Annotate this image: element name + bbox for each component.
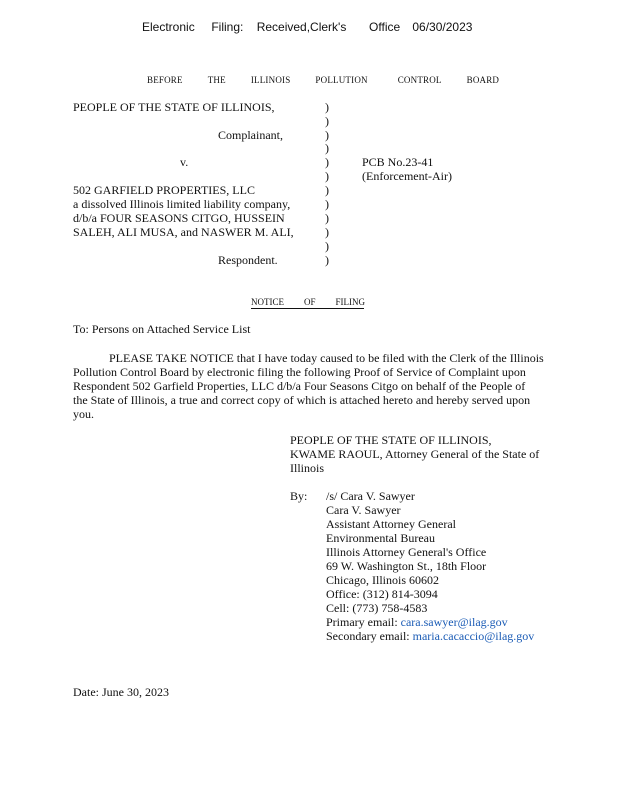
board-title-word: ILLINOIS	[250, 75, 291, 85]
secondary-email-row	[326, 630, 534, 644]
caption-paren: )	[325, 211, 329, 225]
notice-body	[73, 351, 608, 421]
city-address: Chicago, Illinois 60602	[326, 573, 439, 587]
case-type: (Enforcement-Air)	[362, 169, 452, 183]
defendant-line: d/b/a FOUR SEASONS CITGO, HUSSEIN	[73, 211, 285, 225]
board-title-word: CONTROL	[397, 75, 442, 85]
board-title-word: THE	[207, 75, 226, 85]
party-line: KWAME RAOUL, Attorney General of the State of	[290, 447, 540, 461]
board-title-word: BOARD	[466, 75, 500, 85]
defendant-line: 502 GARFIELD PROPERTIES, LLC	[73, 183, 255, 197]
board-title	[147, 75, 524, 85]
plaintiff: PEOPLE OF THE STATE OF ILLINOIS,	[73, 100, 275, 114]
caption-paren: )	[325, 128, 329, 142]
date-line: Date: June 30, 2023	[73, 685, 169, 699]
caption-paren: )	[325, 183, 329, 197]
body-line: Pollution Control Board by electronic filing the following Proof of Service of Complaint upon	[73, 365, 526, 379]
board-title-word: POLLUTION	[315, 75, 368, 85]
secondary-email-link[interactable]: maria.cacaccio@ilag.gov	[412, 629, 535, 643]
body-line: PLEASE TAKE NOTICE that I have today caused to be filed with the Clerk of the Illinois	[109, 351, 544, 365]
caption-paren: )	[325, 239, 329, 253]
attorney-name: Cara V. Sawyer	[326, 503, 401, 517]
addressee: To: Persons on Attached Service List	[73, 322, 251, 336]
stamp-electronic: Electronic	[142, 20, 195, 34]
stamp-filing: Filing:	[211, 20, 244, 34]
caption-paren: )	[325, 114, 329, 128]
office-phone: Office: (312) 814-3094	[326, 587, 438, 601]
body-line: Respondent 502 Garfield Properties, LLC d/b/a Four Seasons Citgo on behalf of the People of	[73, 379, 526, 393]
by-label: By:	[290, 489, 308, 503]
case-number: PCB No.23-41	[362, 155, 434, 169]
bureau: Environmental Bureau	[326, 531, 435, 545]
respondent-label: Respondent.	[218, 253, 278, 267]
caption-paren: )	[325, 141, 329, 155]
party-line: PEOPLE OF THE STATE OF ILLINOIS,	[290, 433, 492, 447]
street-address: 69 W. Washington St., 18th Floor	[326, 559, 487, 573]
notice-title-word: FILING	[335, 297, 366, 307]
caption-paren: )	[325, 155, 329, 169]
caption-paren: )	[325, 100, 329, 114]
complainant-label: Complainant,	[218, 128, 283, 142]
body-line: the State of Illinois, a true and correct copy of which is attached hereto and hereby served upon	[73, 393, 531, 407]
party-line: Illinois	[290, 461, 325, 475]
versus: v.	[180, 155, 189, 169]
caption-paren: )	[325, 253, 329, 267]
board-title-word: BEFORE	[147, 75, 183, 85]
primary-email-row	[326, 616, 508, 630]
notice-title-word: NOTICE	[251, 297, 284, 307]
primary-email-label: Primary email:	[326, 615, 401, 629]
cell-phone: Cell: (773) 758-4583	[326, 601, 428, 615]
stamp-date: 06/30/2023	[412, 20, 473, 34]
defendant-line: SALEH, ALI MUSA, and NASWER M. ALI,	[73, 225, 294, 239]
caption-paren: )	[325, 197, 329, 211]
notice-title-word: OF	[304, 297, 316, 307]
notice-title	[251, 297, 364, 309]
defendant-line: a dissolved Illinois limited liability company,	[73, 197, 291, 211]
office-name: Illinois Attorney General's Office	[326, 545, 487, 559]
caption-paren: )	[325, 169, 329, 183]
primary-email-link[interactable]: cara.sawyer@ilag.gov	[400, 615, 508, 629]
stamp-received: Received,Clerk's	[256, 20, 347, 34]
secondary-email-label: Secondary email:	[326, 629, 413, 643]
caption-paren: )	[325, 225, 329, 239]
body-line: you.	[73, 407, 94, 421]
stamp-office: Office	[369, 20, 401, 34]
e-signature: /s/ Cara V. Sawyer	[326, 489, 415, 503]
attorney-title: Assistant Attorney General	[326, 517, 456, 531]
filing-stamp	[142, 20, 472, 34]
